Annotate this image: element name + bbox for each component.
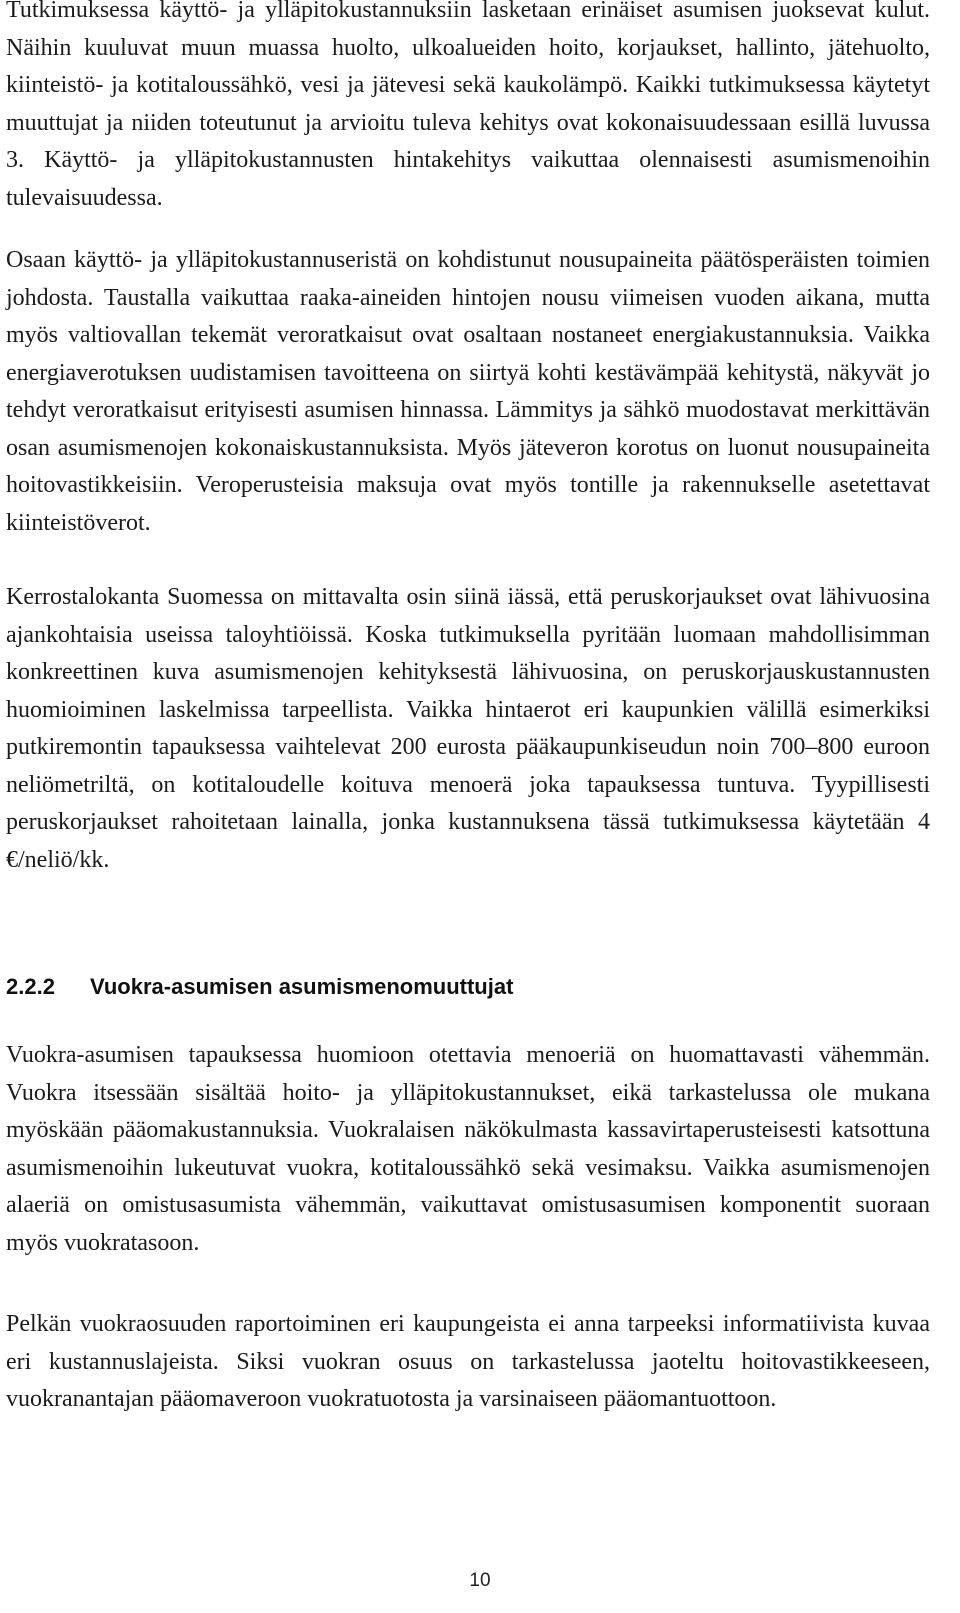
page-number: 10	[469, 1570, 491, 1591]
paragraph-renovation-costs: Kerrostalokanta Suomessa on mittavalta osin siinä iässä, että peruskorjaukset ovat lähivuosina ajankohtaisia useissa taloyhtiöissä. Koska tutkimuksella pyritään luomaan mahdollisimman konkreettinen kuva asumismenojen kehityksestä lähivuosina, on peruskorjauskustannusten huomioiminen laskelmissa tarpeellista. Vaikka hintaerot eri kaupunkien välillä esimerkiksi putkiremontin tapauksessa vaihtelevat 200 eurosta pääkaupunkiseudun noin 700–800 euroon neliömetriltä, on kotitaloudelle koituva menoerä joka tapauksessa tuntuva. Tyypillisesti peruskorjaukset rahoitetaan lainalla, jonka kustannuksena tässä tutkimuksessa käytetään 4 €/neliö/kk.	[6, 584, 930, 873]
paragraph-rent-breakdown: Pelkän vuokraosuuden raportoiminen eri kaupungeista ei anna tarpeeksi informatiivista kuvaa eri kustannuslajeista. Siksi vuokran osuus on tarkastelussa jaoteltu hoitovastikkeeseen, vuokranantajan pääomaveroon vuokratuotosta ja varsinaiseen pääomantuottoon.	[6, 1311, 930, 1412]
paragraph-rental-costs: Vuokra-asumisen tapauksessa huomioon otettavia menoeriä on huomattavasti vähemmän. Vuokra itsessään sisältää hoito- ja ylläpitokustannukset, eikä tarkastelussa ole mukana myöskään pääomakustannuksia. Vuokralaisen näkökulmasta kassavirtaperusteisesti katsottuna asumismenoihin lukeutuvat vuokra, kotitaloussähkö sekä vesimaksu. Vaikka asumismenojen alaeriä on omistusasumista vähemmän, vaikuttavat omistusasumisen komponentit suoraan myös vuokratasoon.	[6, 1042, 930, 1256]
section-title: Vuokra-asumisen asumismenomuuttujat	[90, 974, 514, 999]
section-number: 2.2.2	[6, 974, 55, 999]
paragraph-operating-costs: Tutkimuksessa käyttö- ja ylläpitokustannuksiin lasketaan erinäiset asumisen juoksevat kulut. Näihin kuuluvat muun muassa huolto, ulkoalueiden hoito, korjaukset, hallinto, jätehuolto, kiinteistö- ja kotitaloussähkö, vesi ja jätevesi sekä kaukolämpö. Kaikki tutkimuksessa käytetyt muuttujat ja niiden toteutunut ja arvioitu tuleva kehitys ovat kokonaisuudessaan esillä luvussa 3. Käyttö- ja ylläpitokustannusten hintakehitys vaikuttaa olennaisesti asumismenoihin tulevaisuudessa.	[6, 0, 930, 211]
section-heading	[6, 972, 513, 1002]
paragraph-cost-pressures: Osaan käyttö- ja ylläpitokustannuseristä on kohdistunut nousupaineita päätösperäisten toimien johdosta. Taustalla vaikuttaa raaka-aineiden hintojen nousu viimeisen vuoden aikana, mutta myös valtiovallan tekemät veroratkaisut ovat osaltaan nostaneet energiakustannuksia. Vaikka energiaverotuksen uudistamisen tavoitteena on siirtyä kohti kestävämpää kehitystä, näkyvät jo tehdyt veroratkaisut erityisesti asumisen hinnassa. Lämmitys ja sähkö muodostavat merkittävän osan asumismenojen kokonaiskustannuksista. Myös jäteveron korotus on luonut nousupaineita hoitovastikkeisiin. Veroperusteisia maksuja ovat myös tontille ja rakennukselle asetettavat kiinteistöverot.	[6, 247, 930, 536]
